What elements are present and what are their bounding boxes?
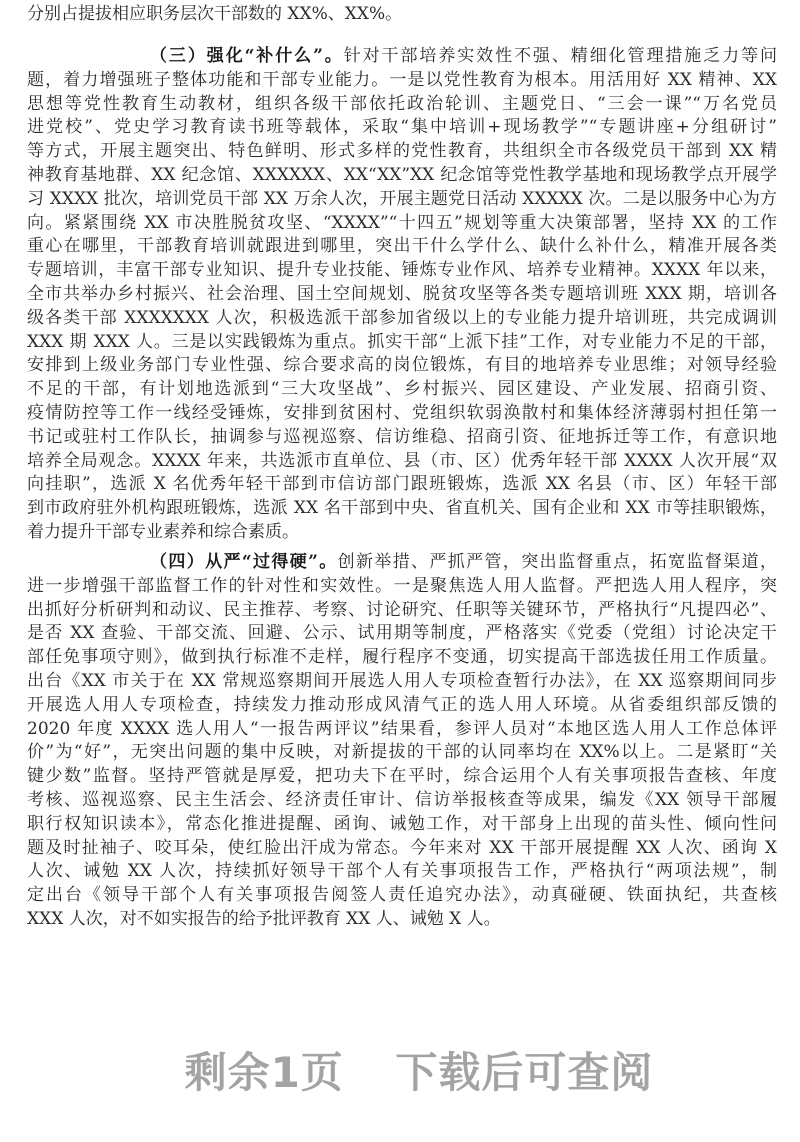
text-line: 书记或驻村工作队长，抽调参与巡视巡察、信访维稳、招商引资、征地拆迁等工作，有意识地 — [27, 426, 777, 447]
text-line: 专题培训，丰富干部专业知识、提升专业技能、锤炼专业作风、培养专业精神。XXXX 年以来， — [27, 260, 777, 281]
text-line: 出台《XX 市关于在 XX 常规巡察期间开展选人用人专项检查暂行办法》，在 XX 巡察期间同步 — [27, 670, 777, 691]
text-line: 题及时扯袖子、咬耳朵，使红脸出汗成为常态。今年来对 XX 干部开展提醒 XX 人次、函询 X — [27, 837, 777, 858]
text-line: 到市政府驻外机构跟班锻炼，选派 XX 名干部到中央、省直机关、国有企业和 XX 市等挂职锻炼， — [27, 498, 777, 519]
text-line: 分别占提拔相应职务层次干部数的 XX%、XX%。 — [27, 4, 403, 24]
text-line: 不足的干部，有计划地选派到“三大攻坚战”、乡村振兴、园区建设、产业发展、招商引资、 — [27, 379, 777, 400]
text-line — [27, 551, 777, 575]
remaining-pages-label[interactable]: 剩余1页 — [184, 1048, 344, 1097]
text-line: 键少数”监督。坚持严管就是厚爱，把功夫下在平时，综合运用个人有关事项报告查核、年度 — [27, 766, 777, 787]
text-line: 部任免事项守则》，做到执行标准不走样，履行程序不变通，切实提高干部选拔任用工作质量。 — [27, 647, 777, 668]
section-heading: （四）从严“过得硬”。 — [150, 552, 338, 572]
paragraph-section-3 — [27, 45, 777, 545]
download-banner[interactable] — [0, 1040, 800, 1100]
text-line: 着力提升干部专业素养和综合素质。 — [27, 521, 299, 542]
section-heading: （三）强化“补什么”。 — [150, 46, 344, 66]
text-line: 疫情防控等工作一线经受锤炼，安排到贫困村、党组织软弱涣散村和集体经济薄弱村担任第一 — [27, 402, 777, 423]
paragraph-section-4 — [27, 551, 777, 932]
text-line: 定出台《领导干部个人有关事项报告阅签人责任追究办法》，动真碰硬、铁面执纪，共查核 — [27, 885, 777, 906]
text-line: 考核、巡视巡察、民主生活会、经济责任审计、信访举报核查等成果，编发《XX 领导干部履 — [27, 789, 777, 810]
text-line: 重心在哪里，干部教育培训就跟进到哪里，突出干什么学什么、缺什么补什么，精准开展各类 — [27, 236, 777, 257]
text-line: 价”为“好”，无突出问题的集中反映，对新提拔的干部的认同率均在 XX%以上。二是紧盯“关 — [27, 742, 777, 763]
text-line: 神教育基地群、XX 纪念馆、XXXXXX、XX“XX”XX 纪念馆等党性教学基地和现场教学点开展学 — [27, 164, 777, 185]
text-span: 创新举措、严抓严管，突出监督重点，拓宽监督渠道， — [337, 552, 777, 572]
text-line: 人次、诫勉 XX 人次，持续抓好领导干部个人有关事项报告工作，严格执行“两项法规”，制 — [27, 861, 777, 882]
text-line: 习 XXXX 批次，培训党员干部 XX 万余人次，开展主题党日活动 XXXXX 次。二是以服务中心为方 — [27, 188, 777, 209]
text-line: 级各类干部 XXXXXXX 人次，积极选派干部参加省级以上的专业能力提升培训班，共完成调训 — [27, 307, 777, 328]
text-line: 进一步增强干部监督工作的针对性和实效性。一是聚焦选人用人监督。严把选人用人程序，突 — [27, 575, 777, 596]
text-line: 是否 XX 查验、干部交流、回避、公示、试用期等制度，严格落实《党委（党组）讨论决定干 — [27, 623, 777, 644]
text-line: XXX 期 XXX 人。三是以实践锻炼为重点。抓实干部“上派下挂”工作，对专业能力不足的干部， — [27, 331, 777, 352]
text-line: 思想等党性教育生动教材，组织各级干部依托政治轮训、主题党日、“三会一课”“万名党员 — [27, 93, 777, 114]
text-line: 安排到上级业务部门专业性强、综合要求高的岗位锻炼，有目的地培养专业思维；对领导经验 — [27, 355, 777, 376]
text-line: 进党校”、党史学习教育读书班等载体，采取“集中培训+现场教学”“专题讲座+分组研讨” — [27, 117, 777, 138]
text-line: 职行权知识读本》，常态化推进提醒、函询、诫勉工作，对干部身上出现的苗头性、倾向性问 — [27, 813, 777, 834]
text-line — [27, 45, 777, 69]
text-line: 向。紧紧围绕 XX 市决胜脱贫攻坚、“XXXX”“十四五”规划等重大决策部署，坚持 XX 的工作 — [27, 212, 777, 233]
text-line: 题，着力增强班子整体功能和干部专业能力。一是以党性教育为根本。用活用好 XX 精神、XX — [27, 69, 777, 90]
text-span: 针对干部培养实效性不强、精细化管理措施乏力等问 — [343, 46, 777, 66]
download-to-view-label[interactable]: 下载后可查阅 — [395, 1048, 654, 1097]
paragraph-intro-tail — [27, 3, 777, 27]
text-line: 向挂职”，选派 X 名优秀年轻干部到市信访部门跟班锻炼，选派 XX 名县（市、区）年轻干部 — [27, 474, 777, 495]
text-line: 出抓好分析研判和动议、民主推荐、考察、讨论研究、任职等关键环节，严格执行“凡提四必”、 — [27, 599, 777, 620]
text-line: 培养全局观念。XXXX 年来，共选派市直单位、县（市、区）优秀年轻干部 XXXX 人次开展“双 — [27, 450, 777, 471]
text-line: 全市共举办乡村振兴、社会治理、国土空间规划、脱贫攻坚等各类专题培训班 XXX 期，培训各 — [27, 283, 777, 304]
text-line: XXX 人次，对不如实报告的给予批评教育 XX 人、诫勉 X 人。 — [27, 908, 501, 929]
text-line: 开展选人用人专项检查，持续发力推动形成风清气正的选人用人环境。从省委组织部反馈的 — [27, 694, 777, 715]
text-line: 2020 年度 XXXX 选人用人“一报告两评议”结果看，参评人员对“本地区选人用人工作总体评 — [27, 718, 777, 739]
text-line: 等方式，开展主题突出、特色鲜明、形式多样的党性教育，共组织全市各级党员干部到 XX 精 — [27, 141, 777, 162]
